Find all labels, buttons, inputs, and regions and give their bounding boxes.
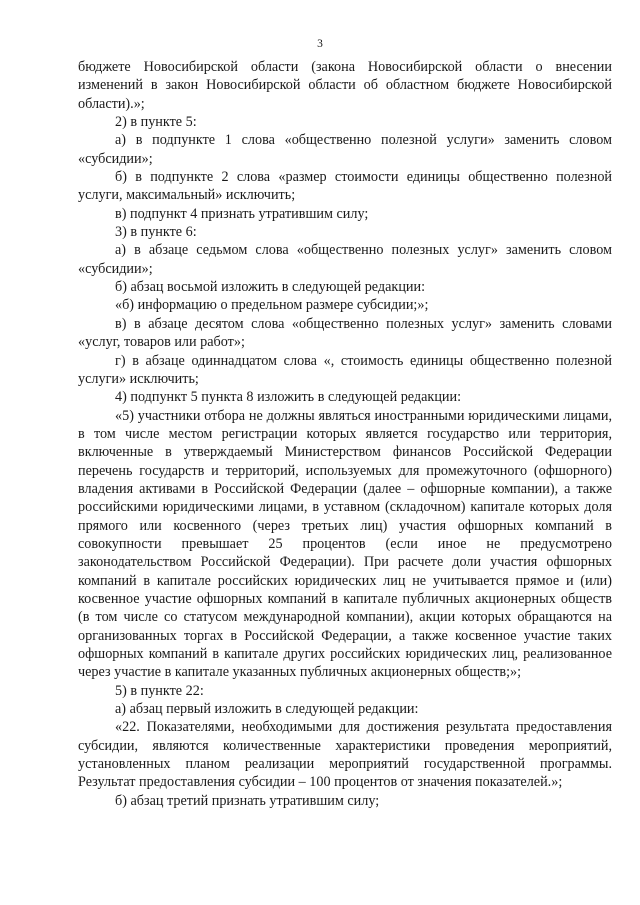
paragraph: б) абзац третий признать утратившим силу;: [115, 792, 380, 809]
paragraph: 5) в пункте 22:: [115, 682, 204, 699]
paragraph: 2) в пункте 5:: [115, 114, 197, 131]
page-number: 3: [317, 38, 323, 50]
paragraph: а) абзац первый изложить в следующей редакции:: [115, 701, 419, 718]
paragraph: 4) подпункт 5 пункта 8 изложить в следующей редакции:: [115, 389, 462, 406]
paragraph: а) в подпункте 1 слова «общественно полезной услуги» заменить словом «субсидии»;: [78, 132, 612, 167]
paragraph: б) в подпункте 2 слова «размер стоимости единицы общественно полезной услуги, максимальный» исключить;: [78, 169, 612, 204]
paragraph: б) абзац восьмой изложить в следующей редакции:: [115, 279, 426, 296]
paragraph: в) подпункт 4 признать утратившим силу;: [115, 205, 369, 222]
paragraph: 3) в пункте 6:: [115, 224, 197, 241]
paragraph: бюджете Новосибирской области (закона Новосибирской области о внесении изменений в закон Новосибирской области об областном бюджете Новосибирской области).»;: [78, 59, 612, 112]
paragraph: а) в абзаце седьмом слова «общественно полезных услуг» заменить словом «субсидии»;: [78, 242, 612, 277]
paragraph: «5) участники отбора не должны являться иностранными юридическими лицами, в том числе местом регистрации которых является государство или территория, включенные в утверждаемый Министерством финансов Российской Федерации перечень государств и территорий, используемых для промежуточного (офшорного) владения активами в Российской Федерации (далее – офшорные компании), а также российскими юридическими лицами, в уставном (складочном) капитале которых доля прямого или косвенного (через третьих лиц) участия офшорных компаний в совокупности превышает 25 процентов (если иное не предусмотрено законодательством Российской Федерации). При расчете доли участия офшорных компаний в капитале российских юридических лиц не учитывается прямое и (или) косвенное участие офшорных компаний в капитале публичных акционерных обществ (в том числе со статусом международной компании), акции которых обращаются на организованных торгах в Российской Федерации, а также косвенное участие таких офшорных компаний в капитале других российских юридических лиц, реализованное через участие в капитале указанных публичных акционерных обществ;»;: [78, 407, 612, 681]
document-body: [78, 58, 612, 810]
paragraph: в) в абзаце десятом слова «общественно полезных услуг» заменить словами «услуг, товаров или работ»;: [78, 315, 612, 351]
paragraph: «22. Показателями, необходимыми для достижения результата предоставления субсидии, являются количественные характеристики проведения мероприятий, установленных планом реализации мероприятий государственной программы. Результат предоставления субсидии – 100 процентов от значения показателей.»;: [78, 719, 612, 791]
paragraph: «б) информацию о предельном размере субсидии;»;: [115, 297, 429, 314]
paragraph: г) в абзаце одиннадцатом слова «, стоимость единицы общественно полезной услуги» исключить;: [78, 352, 612, 387]
